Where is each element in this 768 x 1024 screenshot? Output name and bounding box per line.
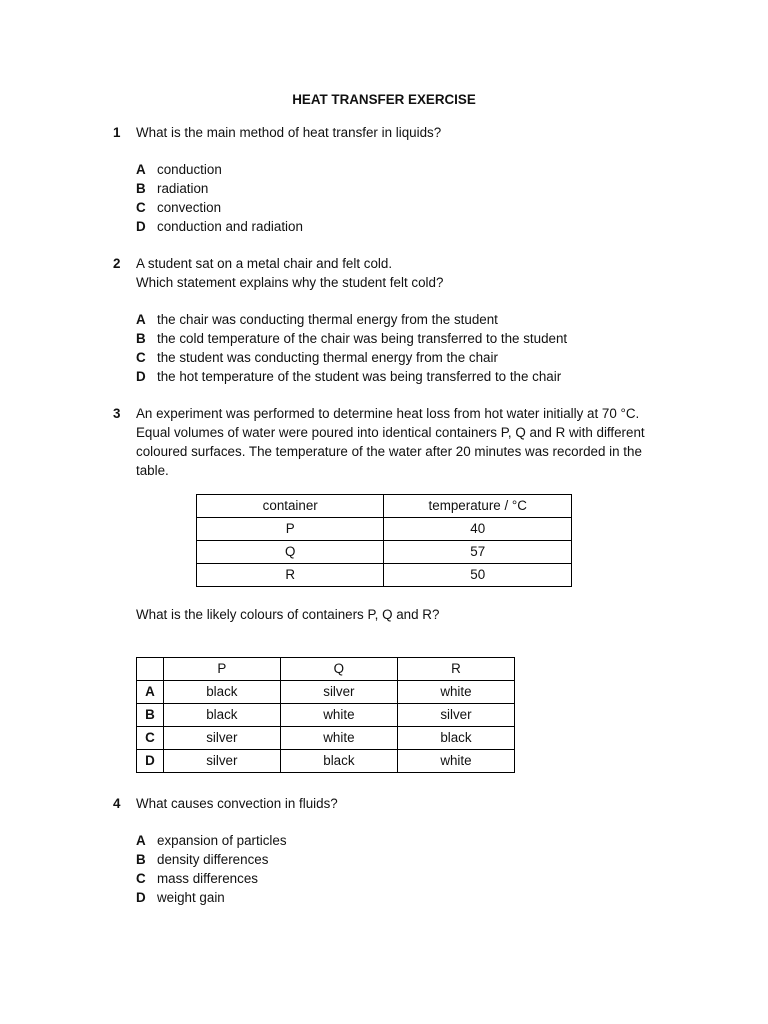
question-text: Equal volumes of water were poured into identical containers P, Q and R with different (136, 425, 645, 440)
question-number: 3 (113, 406, 121, 421)
answer-table (136, 657, 515, 773)
table-header-cell: P (163, 658, 280, 681)
table-cell: silver (163, 727, 280, 750)
question-number: 4 (113, 796, 121, 811)
table-cell: silver (280, 681, 397, 704)
option-text: the student was conducting thermal energy from the chair (157, 350, 498, 365)
option-letter: B (136, 331, 146, 346)
option-letter: B (136, 181, 146, 196)
table-cell: silver (163, 750, 280, 773)
table-corner-cell (137, 658, 164, 681)
option-text: the cold temperature of the chair was being transferred to the student (157, 331, 568, 346)
table-header-cell: temperature / °C (384, 495, 572, 518)
option-text: the chair was conducting thermal energy from the student (157, 312, 498, 327)
option-letter: A (136, 833, 146, 848)
table-header-row (137, 658, 515, 681)
row-letter: D (137, 750, 164, 773)
table-header-row (197, 495, 572, 518)
table-row (137, 704, 515, 727)
option-text: conduction and radiation (157, 219, 303, 234)
option-letter: A (136, 312, 146, 327)
question-text: coloured surfaces. The temperature of the water after 20 minutes was recorded in the (136, 444, 642, 459)
table-header-cell: container (197, 495, 384, 518)
table-cell: white (397, 681, 514, 704)
option-text: radiation (157, 181, 209, 196)
option-letter: C (136, 871, 146, 886)
option-letter: D (136, 890, 146, 905)
question-text: A student sat on a metal chair and felt cold. (136, 256, 393, 271)
table-cell: R (197, 564, 384, 587)
option-text: conduction (157, 162, 222, 177)
option-letter: B (136, 852, 146, 867)
row-letter: C (137, 727, 164, 750)
option-letter: D (136, 369, 146, 384)
table-cell: white (280, 727, 397, 750)
table-cell: black (163, 681, 280, 704)
table-cell: silver (397, 704, 514, 727)
option-text: mass differences (157, 871, 258, 886)
question-number: 1 (113, 125, 121, 140)
table-header-cell: Q (280, 658, 397, 681)
option-text: expansion of particles (157, 833, 287, 848)
option-letter: D (136, 219, 146, 234)
table-cell: black (163, 704, 280, 727)
question-number: 2 (113, 256, 121, 271)
option-text: density differences (157, 852, 269, 867)
question-text: What is the main method of heat transfer in liquids? (136, 125, 442, 140)
question-text: Which statement explains why the student felt cold? (136, 275, 444, 290)
table-row (197, 541, 572, 564)
table-row (197, 564, 572, 587)
table-row (197, 518, 572, 541)
temperature-table (196, 494, 572, 587)
row-letter: A (137, 681, 164, 704)
option-letter: A (136, 162, 146, 177)
table-cell: black (397, 727, 514, 750)
page-title: HEAT TRANSFER EXERCISE (292, 92, 476, 107)
table-row (137, 750, 515, 773)
table-header-cell: R (397, 658, 514, 681)
question-text: table. (136, 463, 169, 478)
table-cell: 50 (384, 564, 572, 587)
option-letter: C (136, 350, 146, 365)
table-cell: 57 (384, 541, 572, 564)
table-row (137, 681, 515, 704)
option-text: the hot temperature of the student was being transferred to the chair (157, 369, 562, 384)
table-cell: white (280, 704, 397, 727)
option-letter: C (136, 200, 146, 215)
table-cell: Q (197, 541, 384, 564)
question-text: What is the likely colours of containers P, Q and R? (136, 607, 440, 622)
option-text: weight gain (157, 890, 225, 905)
table-cell: white (397, 750, 514, 773)
table-cell: 40 (384, 518, 572, 541)
question-text: An experiment was performed to determine heat loss from hot water initially at 70 °C. (136, 406, 640, 421)
table-cell: black (280, 750, 397, 773)
question-text: What causes convection in fluids? (136, 796, 338, 811)
table-row (137, 727, 515, 750)
table-cell: P (197, 518, 384, 541)
row-letter: B (137, 704, 164, 727)
option-text: convection (157, 200, 222, 215)
